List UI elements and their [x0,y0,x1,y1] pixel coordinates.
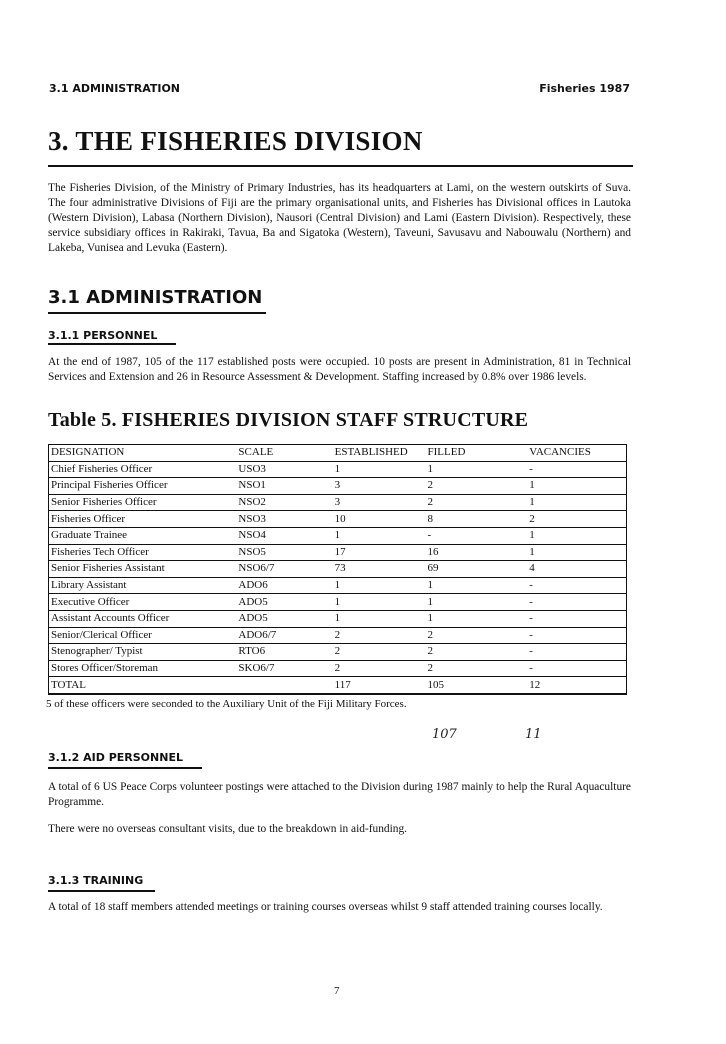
table-row [49,610,627,627]
cell-established: 17 [333,544,426,561]
table-row [49,594,627,611]
subsection-heading-aid-personnel: 3.1.2 AID PERSONNEL [48,751,183,764]
cell-established: 2 [333,627,426,644]
cell-designation: Senior/Clerical Officer [49,627,237,644]
header-scale: SCALE [236,445,332,462]
header-vacancies: VACANCIES [527,445,626,462]
running-header-right: Fisheries 1987 [539,82,630,95]
cell-vacancies: - [527,660,626,677]
cell-filled: 16 [426,544,528,561]
handwritten-annotation: 11 [525,727,542,742]
table-row [49,511,627,528]
handwritten-annotation: 107 [432,727,457,742]
cell-vacancies: - [527,610,626,627]
cell-scale: SKO6/7 [236,660,332,677]
cell-designation: Fisheries Officer [49,511,237,528]
personnel-heading-underline [48,343,176,345]
intro-paragraph: The Fisheries Division, of the Ministry of Primary Industries, has its headquarters at Lami, on the western outskirts of Suva. The four administrative Divisions of Fiji are the primary organisational units, and Fisheries has Divisional offices in Lautoka (Western Division), Labasa (Northern Division), Nausori (Central Division) and Lami (Eastern Division). Respectively, these service subsidiary offices in Rakiraki, Tavua, Ba and Sigatoka (Western), Taveuni, Savusavu and Nabouwalu (Northern) and Lakeba, Vunisea and Levuka (Eastern). [48,182,631,254]
cell-scale: RTO6 [236,644,332,661]
cell-vacancies: - [527,644,626,661]
cell-vacancies: 1 [527,478,626,495]
cell-designation: Assistant Accounts Officer [49,610,237,627]
cell-scale: ADO5 [236,594,332,611]
cell-vacancies: - [527,577,626,594]
cell-filled: 8 [426,511,528,528]
cell-filled: 2 [426,627,528,644]
cell-vacancies: 1 [527,527,626,544]
page-number: 7 [334,985,340,997]
cell-designation: Stenographer/ Typist [49,644,237,661]
staff-structure-table [48,444,627,695]
personnel-paragraph: At the end of 1987, 105 of the 117 established posts were occupied. 10 posts are present in Administration, 81 in Technical Services and Extension and 26 in Resource Assessment & Development. Staffing increased by 0.8% over 1986 levels. [48,356,631,383]
cell-total-label: TOTAL [49,677,237,694]
cell-established: 3 [333,478,426,495]
admin-heading-underline [48,312,266,314]
cell-filled: - [426,527,528,544]
cell-established: 3 [333,494,426,511]
cell-scale: NSO2 [236,494,332,511]
table-total-row [49,677,627,694]
table-row [49,478,627,495]
aid-paragraph-2: There were no overseas consultant visits, due to the breakdown in aid-funding. [48,823,408,835]
cell-filled: 1 [426,461,528,478]
header-filled: FILLED [426,445,528,462]
cell-total-filled: 105 [426,677,528,694]
table-header-row [49,445,627,462]
cell-filled: 1 [426,610,528,627]
cell-filled: 2 [426,644,528,661]
cell-total-established: 117 [333,677,426,694]
cell-filled: 2 [426,494,528,511]
table-row [49,644,627,661]
cell-established: 1 [333,527,426,544]
cell-scale: NSO5 [236,544,332,561]
table-row [49,544,627,561]
aid-paragraph: A total of 6 US Peace Corps volunteer postings were attached to the Division during 1987 mainly to help the Rural Aquaculture Programme. [48,781,631,808]
cell-designation: Principal Fisheries Officer [49,478,237,495]
cell-scale: ADO6 [236,577,332,594]
cell-filled: 2 [426,478,528,495]
cell-scale: USO3 [236,461,332,478]
cell-designation: Senior Fisheries Officer [49,494,237,511]
table-row [49,660,627,677]
cell-vacancies: 4 [527,561,626,578]
header-designation: DESIGNATION [49,445,237,462]
cell-scale: NSO1 [236,478,332,495]
training-paragraph: A total of 18 staff members attended meetings or training courses overseas whilst 9 staff attended training courses locally. [48,901,603,913]
table-row [49,494,627,511]
cell-vacancies: - [527,461,626,478]
table-title: Table 5. FISHERIES DIVISION STAFF STRUCTURE [48,409,529,431]
subsection-heading-training: 3.1.3 TRAINING [48,874,144,887]
cell-established: 1 [333,461,426,478]
cell-vacancies: 1 [527,494,626,511]
cell-established: 2 [333,660,426,677]
cell-established: 1 [333,610,426,627]
cell-designation: Fisheries Tech Officer [49,544,237,561]
cell-established: 1 [333,577,426,594]
cell-scale: NSO4 [236,527,332,544]
cell-designation: Chief Fisheries Officer [49,461,237,478]
subsection-heading-personnel: 3.1.1 PERSONNEL [48,329,158,342]
aid-heading-underline [48,767,202,769]
cell-scale: NSO3 [236,511,332,528]
cell-filled: 2 [426,660,528,677]
cell-total-vacancies: 12 [527,677,626,694]
cell-scale: ADO5 [236,610,332,627]
cell-vacancies: - [527,594,626,611]
table-row [49,577,627,594]
cell-established: 10 [333,511,426,528]
section-heading-administration: 3.1 ADMINISTRATION [48,287,263,308]
cell-total-scale [236,677,332,694]
table-row [49,627,627,644]
table-row [49,561,627,578]
cell-filled: 1 [426,577,528,594]
cell-vacancies: 1 [527,544,626,561]
page-title: 3. THE FISHERIES DIVISION [48,126,423,156]
training-heading-underline [48,890,155,892]
running-header-left: 3.1 ADMINISTRATION [49,82,181,95]
table-row [49,527,627,544]
cell-designation: Graduate Trainee [49,527,237,544]
cell-designation: Library Assistant [49,577,237,594]
title-rule [48,165,633,167]
cell-designation: Executive Officer [49,594,237,611]
cell-scale: ADO6/7 [236,627,332,644]
cell-filled: 1 [426,594,528,611]
cell-designation: Senior Fisheries Assistant [49,561,237,578]
cell-established: 2 [333,644,426,661]
cell-designation: Stores Officer/Storeman [49,660,237,677]
table-row [49,461,627,478]
table-footnote: 5 of these officers were seconded to the Auxiliary Unit of the Fiji Military Forces. [46,698,407,710]
header-established: ESTABLISHED [333,445,426,462]
cell-vacancies: 2 [527,511,626,528]
cell-scale: NSO6/7 [236,561,332,578]
cell-established: 73 [333,561,426,578]
cell-vacancies: - [527,627,626,644]
cell-filled: 69 [426,561,528,578]
cell-established: 1 [333,594,426,611]
